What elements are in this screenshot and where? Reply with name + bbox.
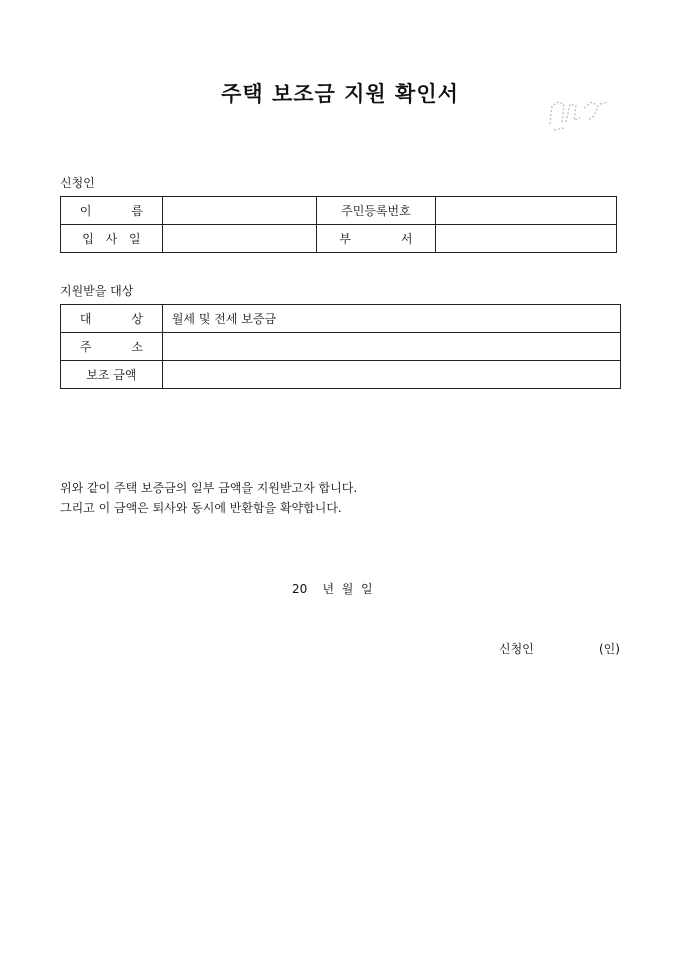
department-label-cell [316,225,436,253]
target-value: 월세 및 전세 보증금 [171,312,277,326]
amount-field[interactable] [162,361,620,389]
hire-date-label-cell [61,225,163,253]
year-prefix: 20 [292,582,308,596]
statement-text [60,478,357,518]
month-unit: 월 [341,582,354,596]
faded-stamp-mark [544,94,612,134]
resident-number-label-cell [316,197,436,225]
address-field[interactable] [162,333,620,361]
table-row [61,361,621,389]
hire-date-field[interactable] [162,225,316,253]
signature-label: 신청인 [499,642,534,656]
department-label: 부 서 [339,232,413,246]
document-title: 주택 보조금 지원 확인서 [221,81,459,106]
applicant-table [60,196,617,253]
name-label-cell [61,197,163,225]
statement-line-1: 위와 같이 주택 보증금의 일부 금액을 지원받고자 합니다. [60,481,358,495]
address-label-cell [61,333,163,361]
department-field[interactable] [436,225,617,253]
name-label: 이 름 [79,204,143,218]
amount-label: 보조 금액 [86,368,137,382]
year-unit: 년 [322,582,335,596]
table-row [61,225,617,253]
applicant-section-label: 신청인 [60,176,95,190]
amount-label-cell [61,361,163,389]
seal-mark: (인) [599,642,620,656]
hire-date-label: 입 사 일 [82,232,141,246]
target-label-cell [61,305,163,333]
name-field[interactable] [162,197,316,225]
table-row [61,333,621,361]
resident-number-label: 주민등록번호 [341,204,411,218]
target-field[interactable] [162,305,620,333]
resident-number-field[interactable] [436,197,617,225]
table-row [61,197,617,225]
address-label: 주 소 [79,340,143,354]
target-section-label: 지원받을 대상 [60,284,134,298]
target-table [60,304,621,389]
date-line [292,580,373,597]
day-unit: 일 [361,582,373,596]
statement-line-2: 그리고 이 금액은 퇴사와 동시에 반환함을 확약합니다. [60,501,342,515]
table-row [61,305,621,333]
target-label: 대 상 [79,312,143,326]
